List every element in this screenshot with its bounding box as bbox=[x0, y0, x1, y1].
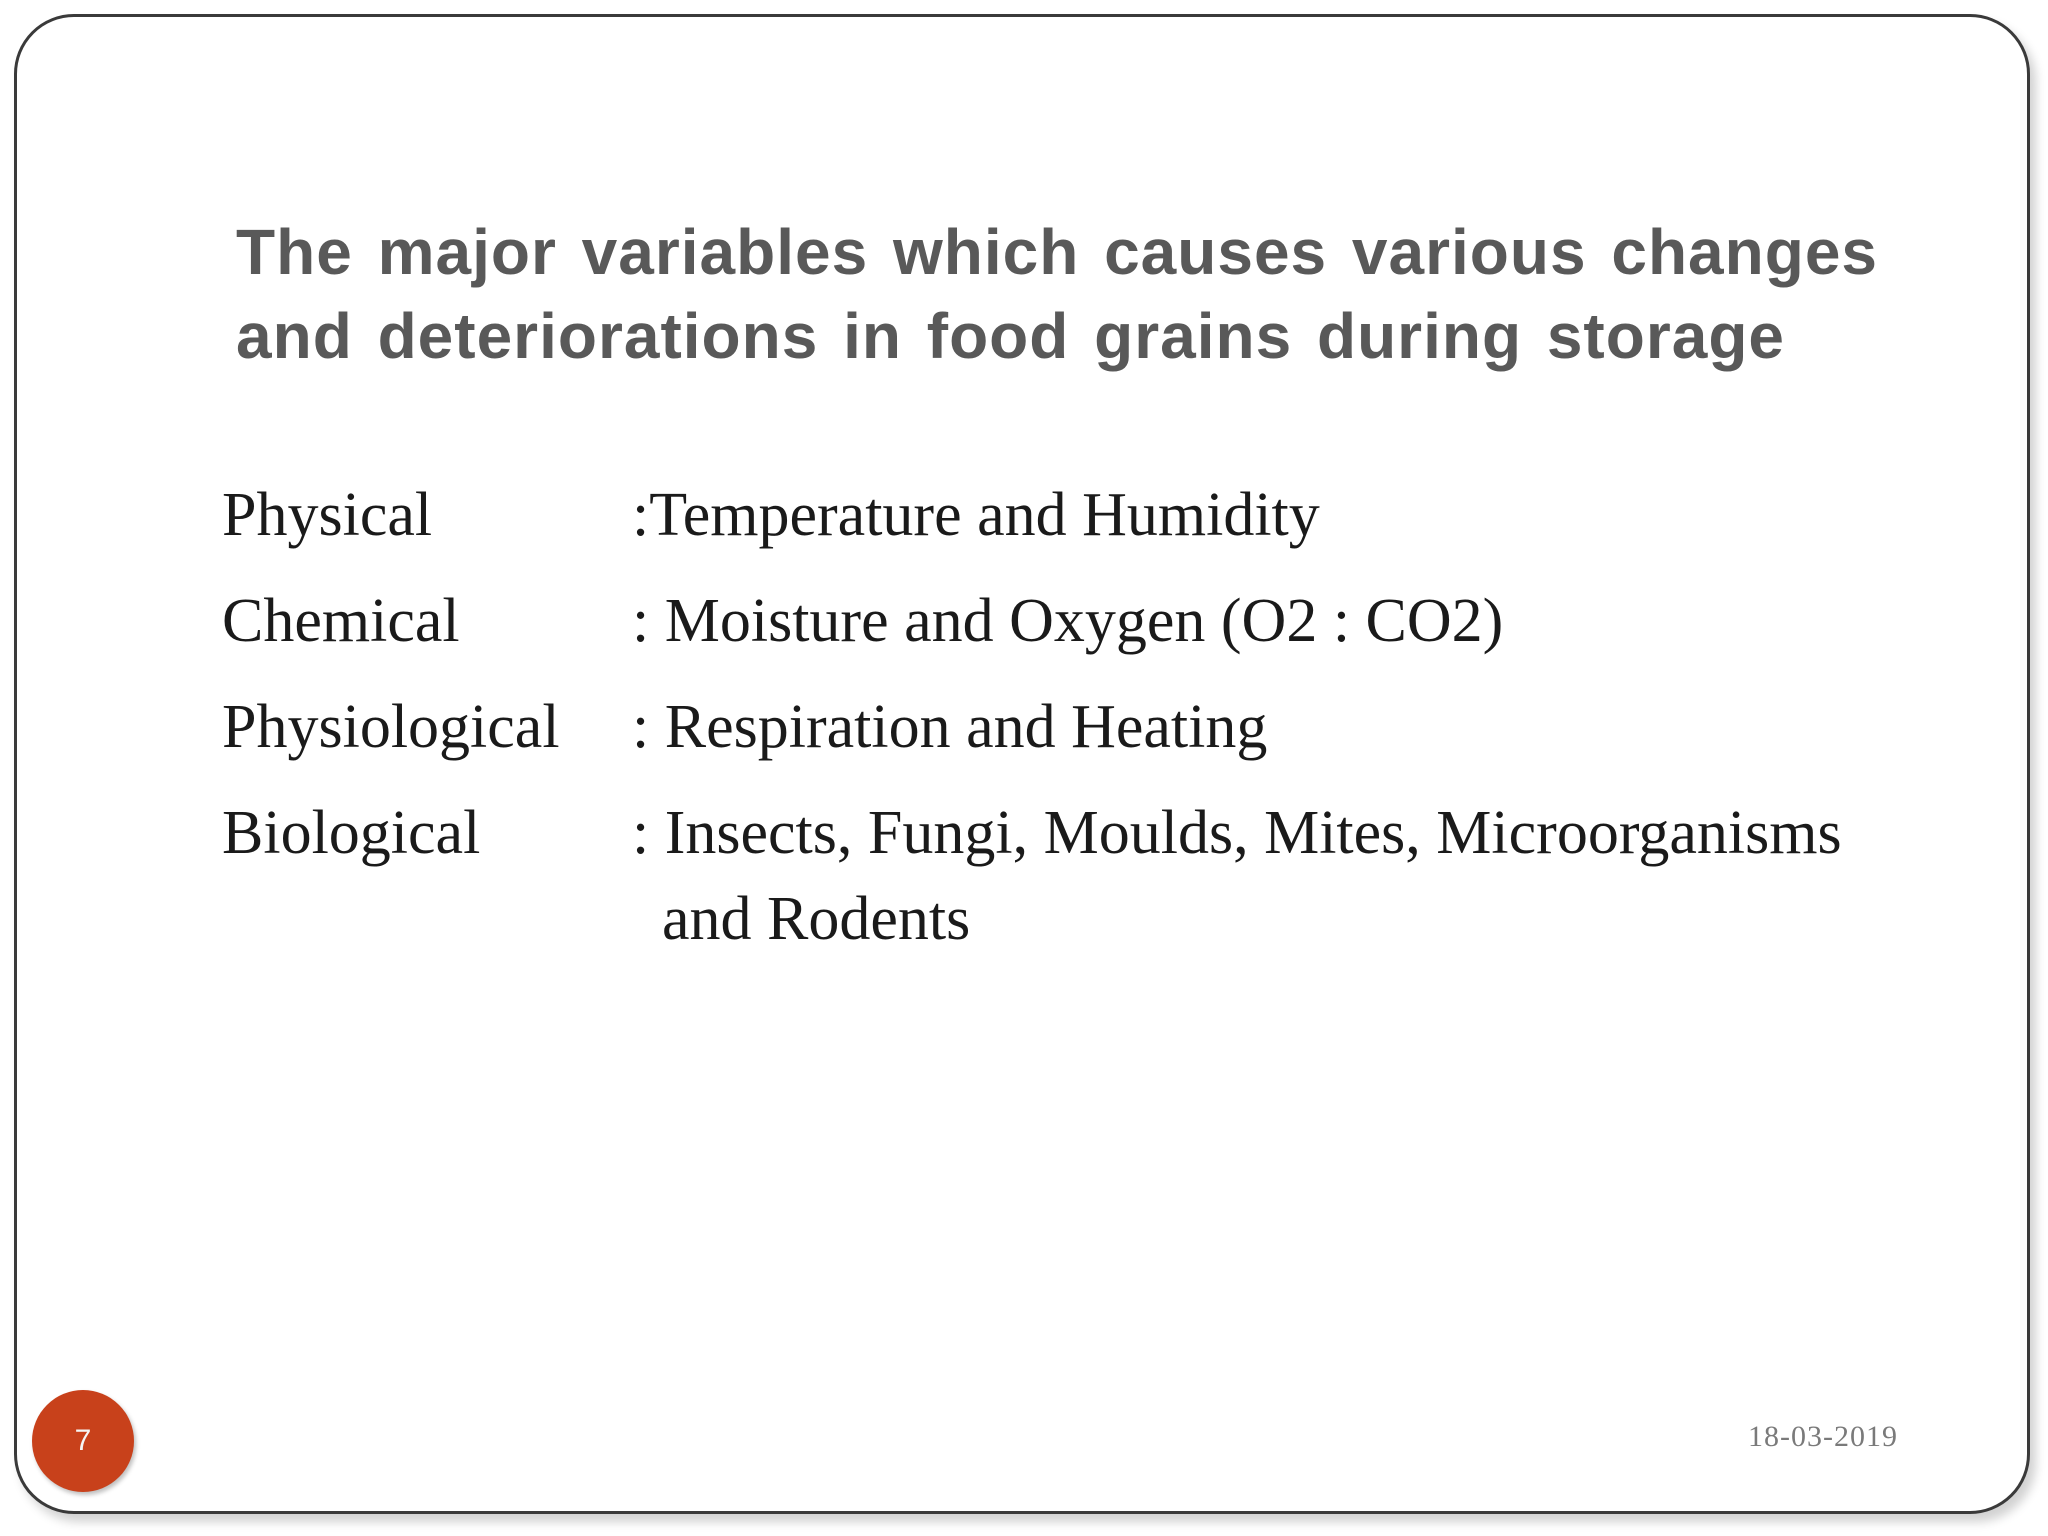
variable-value bbox=[632, 684, 1992, 770]
variable-value-line: :Temperature and Humidity bbox=[632, 481, 1320, 549]
variable-value-line: : Insects, Fungi, Moulds, Mites, Microorganisms bbox=[632, 799, 1842, 867]
slide-title-line-1: The major variables which causes various changes bbox=[236, 216, 1878, 288]
variable-row-physical bbox=[222, 472, 2002, 578]
variable-value bbox=[632, 578, 1992, 664]
variable-value-line: : Moisture and Oxygen (O2 : CO2) bbox=[632, 587, 1504, 655]
variable-value-line: : Respiration and Heating bbox=[632, 693, 1268, 761]
slide-title-line-2: and deteriorations in food grains during storage bbox=[236, 300, 1785, 372]
variable-label: Physical bbox=[222, 481, 433, 549]
variable-label: Physiological bbox=[222, 693, 560, 761]
variable-row-chemical bbox=[222, 578, 2002, 684]
slide-number-badge: 7 bbox=[32, 1390, 134, 1492]
variable-value-line: and Rodents bbox=[662, 885, 971, 953]
slide-title bbox=[236, 210, 1996, 378]
variables-list bbox=[222, 472, 2002, 980]
variable-value bbox=[632, 472, 1992, 558]
variable-value bbox=[632, 790, 1992, 962]
slide-date: 18-03-2019 bbox=[1748, 1420, 1898, 1453]
variable-label: Biological bbox=[222, 799, 481, 867]
variable-label: Chemical bbox=[222, 587, 460, 655]
variable-row-physiological bbox=[222, 684, 2002, 790]
variable-row-biological bbox=[222, 790, 2002, 980]
